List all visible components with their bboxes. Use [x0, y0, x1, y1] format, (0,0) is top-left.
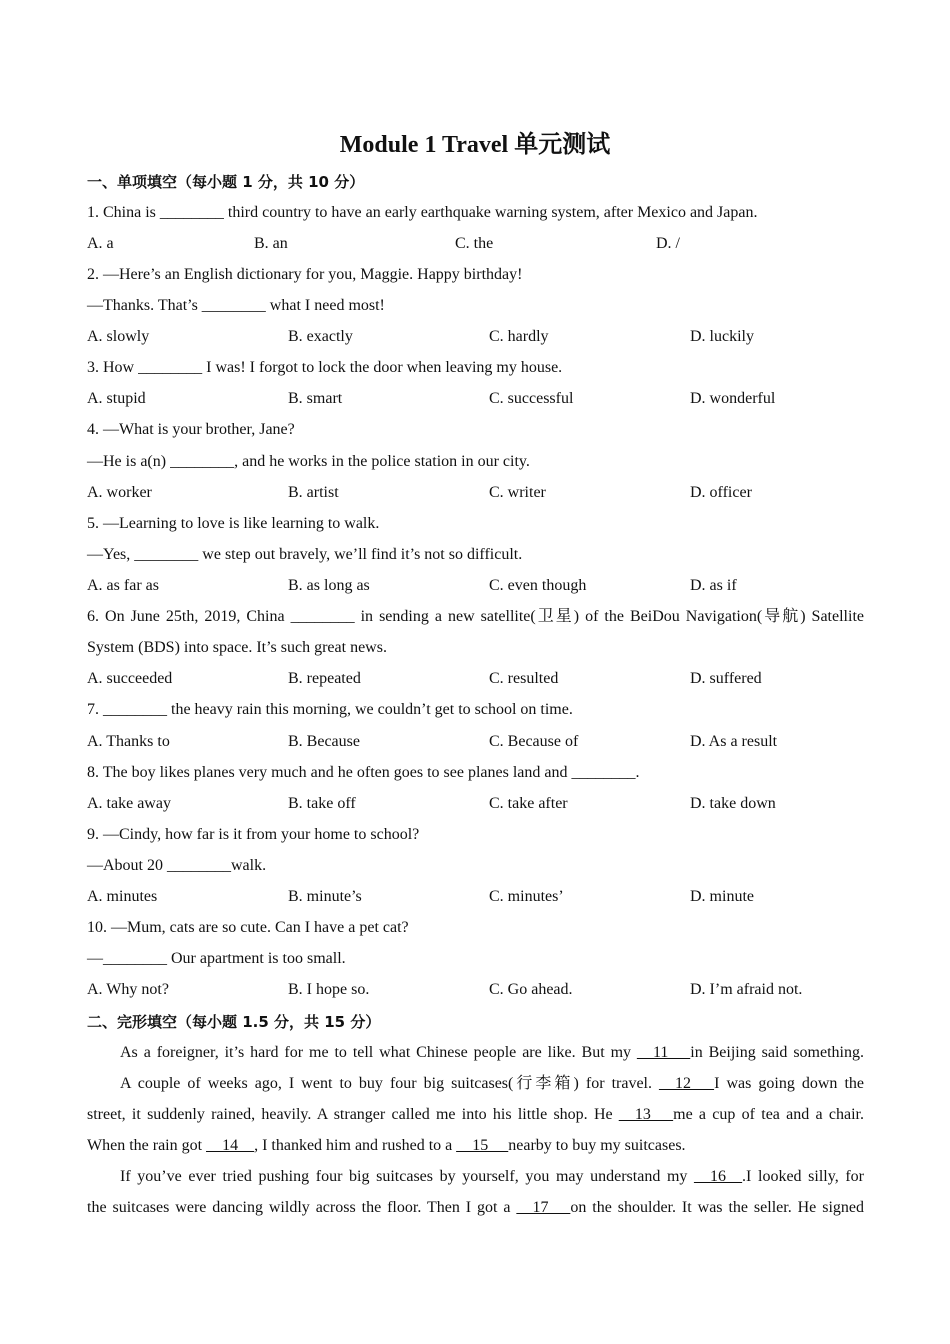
cloze-line-4: When the rain got __14__, I thanked him and rushed to a __15__ nearby to buy my suitcases.: [87, 1137, 686, 1154]
section-heading-single-choice: 一、单项填空（每小题 1 分，共 10 分）: [87, 173, 365, 191]
question-1-text: 1. China is ________ third country to have an early earthquake warning system, after Mexico and Japan.: [87, 204, 758, 221]
question-5-text: 5. —Learning to love is like learning to walk.: [87, 515, 380, 532]
question-10-reply: —________ Our apartment is too small.: [87, 950, 346, 967]
cloze-line-2: A couple of weeks ago, I went to buy four big suitcases(行李箱) for travel. __12__ I was going down the: [120, 1075, 864, 1092]
question-4-reply: —He is a(n) ________, and he works in the police station in our city.: [87, 453, 530, 470]
question-9-reply: —About 20 ________walk.: [87, 857, 267, 874]
q3-option-b: B. smart: [288, 390, 343, 407]
q4-option-c: C. writer: [489, 484, 546, 501]
q4-option-a: A. worker: [87, 484, 152, 501]
q7-option-c: C. Because of: [489, 733, 579, 750]
blank-11: __11__: [636, 1044, 691, 1061]
q8-option-a: A. take away: [87, 795, 171, 812]
blank-16: __16__: [694, 1168, 743, 1185]
question-3-text: 3. How ________ I was! I forgot to lock the door when leaving my house.: [87, 359, 563, 376]
question-2-text: 2. —Here’s an English dictionary for you, Maggie. Happy birthday!: [87, 266, 523, 283]
q8-option-c: C. take after: [489, 795, 568, 812]
q4-option-b: B. artist: [288, 484, 339, 501]
blank-12: __12__: [659, 1075, 715, 1092]
page-title: Module 1 Travel 单元测试: [339, 132, 611, 158]
q6-option-c: C. resulted: [489, 670, 559, 687]
blank-13: __13__: [618, 1106, 674, 1123]
q5-option-b: B. as long as: [288, 577, 370, 594]
q9-option-c: C. minutes’: [489, 888, 564, 905]
q3-option-c: C. successful: [489, 390, 574, 407]
question-2-reply: —Thanks. That’s ________ what I need most!: [87, 297, 385, 314]
question-6-text: 6. On June 25th, 2019, China ________ in sending a new satellite(卫星) of the BeiDou Navigation(导航) Satellite: [87, 608, 864, 625]
question-8-text: 8. The boy likes planes very much and he often goes to see planes land and ________.: [87, 764, 640, 781]
q7-option-a: A. Thanks to: [87, 733, 170, 750]
q5-option-d: D. as if: [690, 577, 737, 594]
blank-14: __14__: [206, 1137, 255, 1154]
q2-option-c: C. hardly: [489, 328, 549, 345]
q8-option-b: B. take off: [288, 795, 356, 812]
q10-option-a: A. Why not?: [87, 981, 169, 998]
q9-option-b: B. minute’s: [288, 888, 362, 905]
q6-option-a: A. succeeded: [87, 670, 173, 687]
q1-option-c: C. the: [455, 235, 494, 252]
q1-option-b: B. an: [254, 235, 288, 252]
cloze-line-6: the suitcases were dancing wildly across the floor. Then I got a __17__ on the shoulder. It was the seller. He signed: [87, 1199, 864, 1216]
question-7-text: 7. ________ the heavy rain this morning, we couldn’t get to school on time.: [87, 701, 573, 718]
q6-option-b: B. repeated: [288, 670, 361, 687]
cloze-line-5: If you’ve ever tried pushing four big suitcases by yourself, you may understand my __16__.I looked silly, for: [120, 1168, 864, 1185]
section-heading-cloze: 二、完形填空（每小题 1.5 分，共 15 分）: [87, 1013, 381, 1031]
q7-option-b: B. Because: [288, 733, 360, 750]
q10-option-d: D. I’m afraid not.: [690, 981, 803, 998]
cloze-line-3: street, it suddenly rained, heavily. A stranger called me into his little shop. He __13__ me a cup of tea and a chair.: [87, 1106, 864, 1123]
q9-option-a: A. minutes: [87, 888, 158, 905]
question-4-text: 4. —What is your brother, Jane?: [87, 421, 295, 438]
question-9-text: 9. —Cindy, how far is it from your home to school?: [87, 826, 420, 843]
q2-option-d: D. luckily: [690, 328, 754, 345]
q3-option-a: A. stupid: [87, 390, 146, 407]
q3-option-d: D. wonderful: [690, 390, 776, 407]
q4-option-d: D. officer: [690, 484, 752, 501]
blank-15: __15__: [456, 1137, 509, 1154]
q1-option-d: D. /: [656, 235, 680, 252]
question-6-text-cont: System (BDS) into space. It’s such great news.: [87, 639, 387, 656]
q9-option-d: D. minute: [690, 888, 754, 905]
q2-option-a: A. slowly: [87, 328, 150, 345]
question-10-text: 10. —Mum, cats are so cute. Can I have a pet cat?: [87, 919, 409, 936]
q6-option-d: D. suffered: [690, 670, 762, 687]
q1-option-a: A. a: [87, 235, 114, 252]
blank-17: __17__: [516, 1199, 571, 1216]
q10-option-c: C. Go ahead.: [489, 981, 573, 998]
q5-option-c: C. even though: [489, 577, 587, 594]
q8-option-d: D. take down: [690, 795, 776, 812]
question-5-reply: —Yes, ________ we step out bravely, we’ll find it’s not so difficult.: [87, 546, 523, 563]
q2-option-b: B. exactly: [288, 328, 353, 345]
q10-option-b: B. I hope so.: [288, 981, 370, 998]
q7-option-d: D. As a result: [690, 733, 778, 750]
cloze-line-1: As a foreigner, it’s hard for me to tell what Chinese people are like. But my __11__ in Beijing said something.: [120, 1044, 864, 1061]
q5-option-a: A. as far as: [87, 577, 159, 594]
